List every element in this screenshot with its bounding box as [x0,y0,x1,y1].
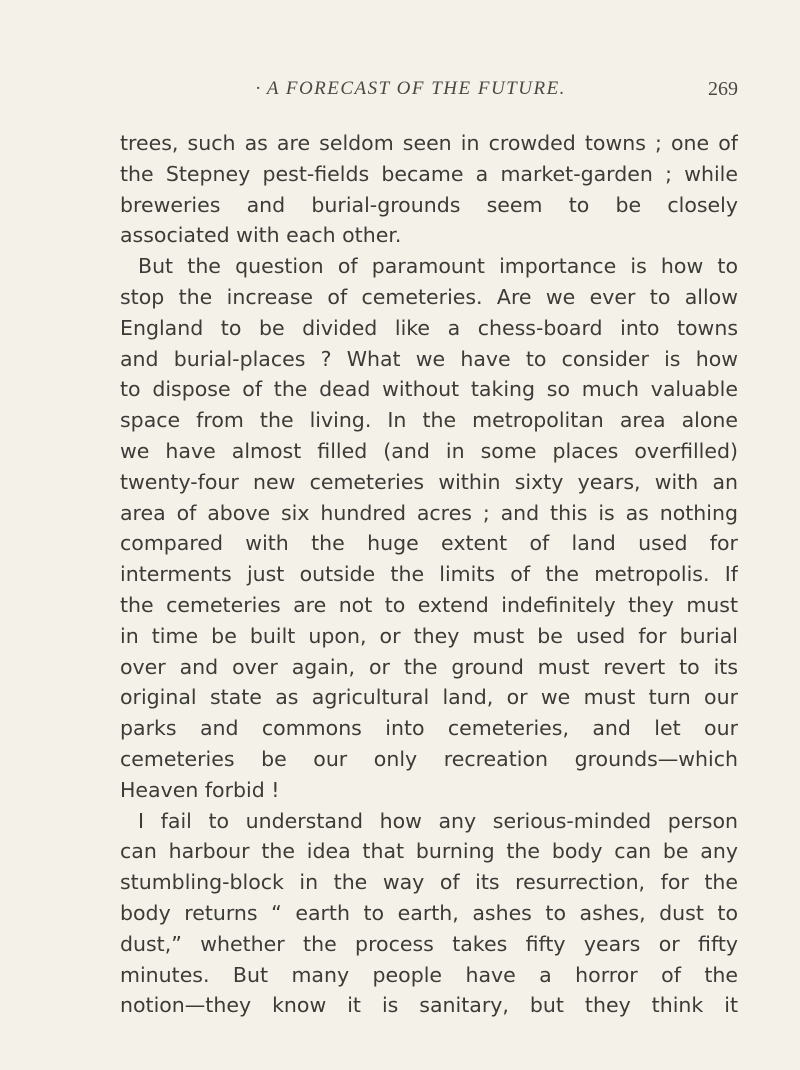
text-line: can harbour the idea that burning the body can be any [120,839,738,864]
text-line: space from the living. In the metropolitan area alone [120,408,738,433]
body-text [120,128,738,1021]
running-title [255,78,566,100]
text-line: area of above six hundred acres ; and this is as nothing [120,500,738,525]
text-line: body returns “ earth to earth, ashes to ashes, dust to [120,900,738,925]
text-line: Heaven forbid ! [120,777,280,802]
text-line: stop the increase of cemeteries. Are we ever to allow [120,284,738,309]
text-line: stumbling-block in the way of its resurrection, for the [120,870,738,895]
text-line: trees, such as are seldom seen in crowded towns ; one of [120,131,738,155]
page-number: 269 [708,78,738,100]
running-title-dot: · [255,78,263,99]
text-line: to dispose of the dead without taking so much valuable [120,377,738,402]
text-line: notion—they know it is sanitary, but they think it [120,993,738,1018]
text-line: I fail to understand how any serious-minded person [138,808,738,833]
running-head [120,78,738,108]
text-line: original state as agricultural land, or we must turn our [120,685,738,710]
text-line: twenty-four new cemeteries within sixty years, with an [120,469,738,494]
text-line: England to be divided like a chess-board into towns [120,315,738,340]
text-line: interments just outside the limits of the metropolis. If [120,562,738,587]
text-line: associated with each other. [120,223,402,248]
text-line: parks and commons into cemeteries, and let our [120,716,738,741]
text-line: But the question of paramount importance is how to [138,254,738,279]
text-line: minutes. But many people have a horror of the [120,962,738,987]
running-title-text: A FORECAST OF THE FUTURE. [266,78,566,99]
text-line: the cemeteries are not to extend indefinitely they must [120,592,738,617]
text-line: and burial-places ? What we have to consider is how [120,346,738,371]
text-line: in time be built upon, or they must be used for burial [120,623,738,648]
text-line: dust,” whether the process takes fifty years or fifty [120,931,738,956]
text-line: breweries and burial-grounds seem to be closely [120,192,738,217]
text-line: compared with the huge extent of land used for [120,531,738,556]
text-line: cemeteries be our only recreation grounds—which [120,746,738,771]
text-line: the Stepney pest-fields became a market-garden ; while [120,161,738,186]
text-line: we have almost filled (and in some places overfilled) [120,438,738,463]
text-line: over and over again, or the ground must revert to its [120,654,738,679]
